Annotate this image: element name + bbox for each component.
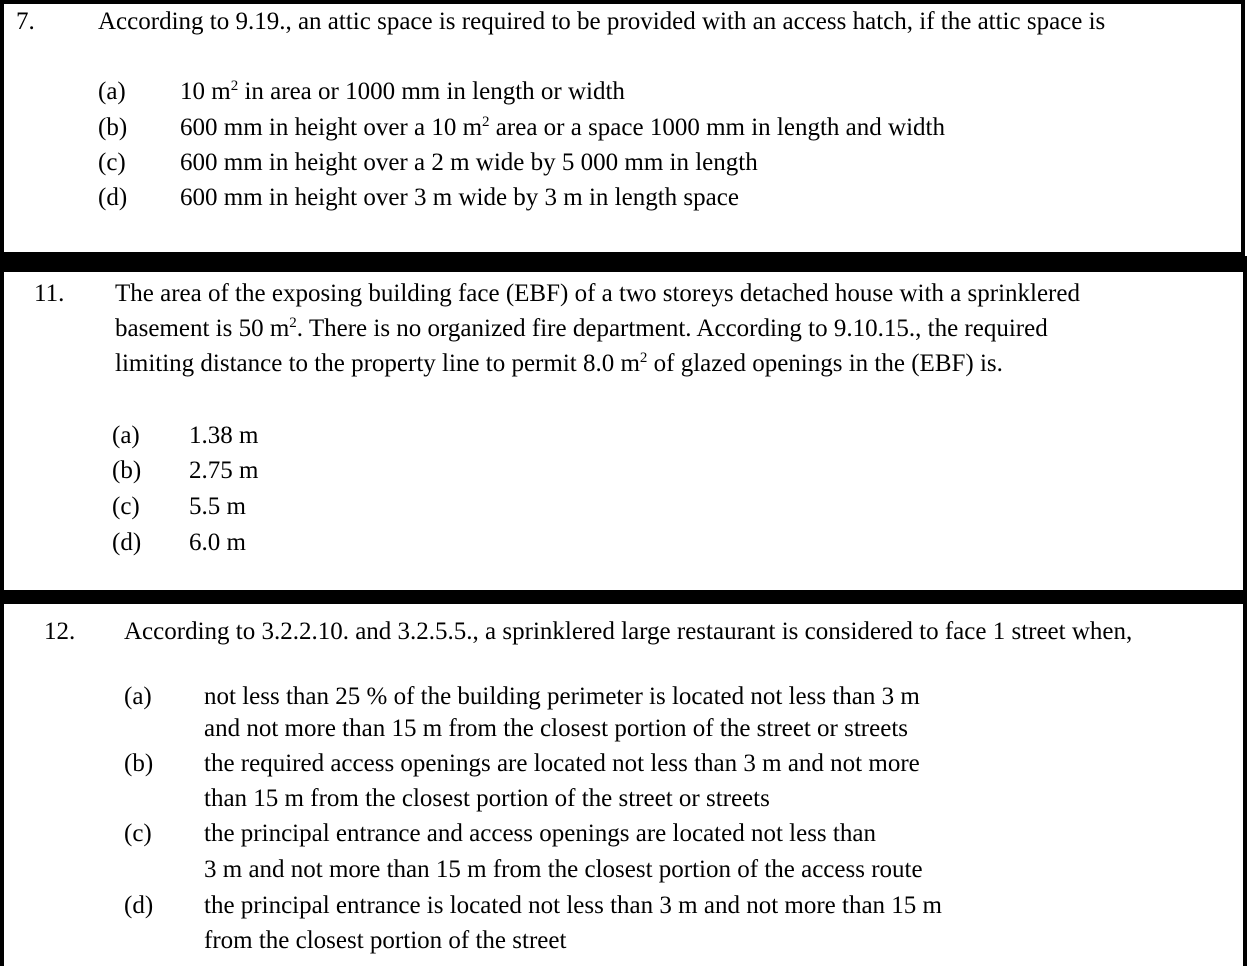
option-text: 600 mm in height over a 10 $m^2$ area or a space 1000 mm in length and width <box>180 114 945 141</box>
section-divider <box>0 256 1247 272</box>
question-stem-line: limiting distance to the property line to permit 8.0 $m^2$ of glazed openings in the (EBF) is. <box>115 350 1003 377</box>
option-letter: (a) <box>112 422 140 449</box>
option-letter: (b) <box>124 750 154 777</box>
option-letter: (d) <box>124 892 154 919</box>
option-letter: (b) <box>98 114 128 141</box>
option-text-line: from the closest portion of the street <box>204 927 567 954</box>
option-text-line: 3 m and not more than 15 m from the closest portion of the access route <box>204 856 923 883</box>
option-letter: (c) <box>98 149 126 176</box>
option-letter: (a) <box>98 78 126 105</box>
option-letter: (d) <box>112 529 142 556</box>
question-number: 11. <box>34 280 65 307</box>
option-letter: (c) <box>124 820 152 847</box>
option-text-line: not less than 25 % of the building perimeter is located not less than 3 m <box>204 683 920 710</box>
section-divider <box>0 590 1247 604</box>
option-text: 2.75 m <box>189 457 259 484</box>
option-letter: (d) <box>98 184 128 211</box>
option-text-line: and not more than 15 m from the closest portion of the street or streets <box>204 715 908 742</box>
option-letter: (c) <box>112 493 140 520</box>
option-text-line: the principal entrance and access openings are located not less than <box>204 820 876 847</box>
question-number: 12. <box>44 618 76 645</box>
option-text-line: the principal entrance is located not less than 3 m and not more than 15 m <box>204 892 942 919</box>
question-stem-line: The area of the exposing building face (EBF) of a two storeys detached house with a sprinklered <box>115 280 1080 307</box>
option-text: 10 $m^2$ in area or 1000 mm in length or width <box>180 78 625 105</box>
question-stem: According to 3.2.2.10. and 3.2.5.5., a sprinklered large restaurant is considered to face 1 street when, <box>124 618 1133 645</box>
option-text: 1.38 m <box>189 422 259 449</box>
option-text: 6.0 m <box>189 529 246 556</box>
option-text: 600 mm in height over 3 m wide by 3 m in length space <box>180 184 739 211</box>
option-letter: (a) <box>124 683 152 710</box>
option-text: 600 mm in height over a 2 m wide by 5 000 mm in length <box>180 149 758 176</box>
option-text: 5.5 m <box>189 493 246 520</box>
option-text-line: than 15 m from the closest portion of the street or streets <box>204 785 770 812</box>
option-letter: (b) <box>112 457 142 484</box>
question-stem-line: basement is 50 $m^2$. There is no organized fire department. According to 9.10.15., the required <box>115 315 1048 342</box>
option-text-line: the required access openings are located not less than 3 m and not more <box>204 750 920 777</box>
question-number: 7. <box>16 8 35 35</box>
question-stem: According to 9.19., an attic space is required to be provided with an access hatch, if the attic space is <box>98 8 1106 35</box>
